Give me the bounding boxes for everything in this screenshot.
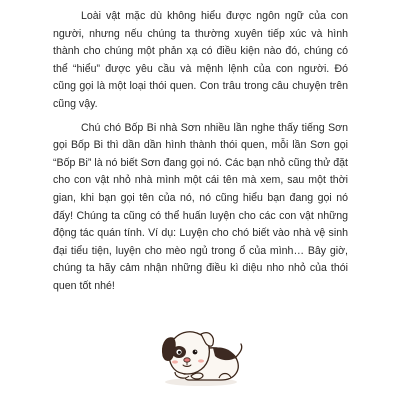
puppy-tail [235,344,242,358]
paragraph-1: Loài vật mặc dù không hiểu được ngôn ngữ của con người, nhưng nếu chúng ta thường xuyên tiếp xúc và hình thành cho chúng một phản xạ có điều kiện nào đó, chúng có thể “hiểu” được yêu cầu và mệnh lệnh của con người. Đó cũng gọi là một loại thói quen. Con trâu trong câu chuyện trên cũng vậy. [53,10,348,110]
lying-puppy-icon [155,322,245,388]
paragraph-2: Chú chó Bốp Bi nhà Sơn nhiều lần nghe thấy tiếng Sơn gọi Bốp Bi thì dần dần hình thành thói quen, mỗi lần Sơn gọi “Bốp Bi” là nó biết Sơn đang gọi nó. Các bạn nhỏ cũng thử đặt cho con vật nhỏ nhà mình một cái tên mà xem, sau một thời gian, khi bạn gọi tên của nó, nó cũng hiểu bạn đang gọi nó đấy! Chúng ta cũng có thể huấn luyện cho các con vật những động tác quán tính. Ví dụ: Luyện cho chó biết vào nhà vệ sinh đại tiểu tiện, luyện cho mèo ngủ trong ổ của mình… Bây giờ, chúng ta hãy cảm nhận những điều kì diệu nho nhỏ của thói quen tốt nhé! [53,121,348,292]
puppy-left-cheek [172,360,178,363]
body-text [53,8,348,302]
puppy-right-eye [193,350,198,355]
puppy-left-eye [178,351,181,354]
puppy-nose [184,358,190,362]
puppy-right-cheek [198,359,204,362]
puppy-front-paw-right [191,373,203,379]
puppy-right-eye-shine [195,351,196,352]
